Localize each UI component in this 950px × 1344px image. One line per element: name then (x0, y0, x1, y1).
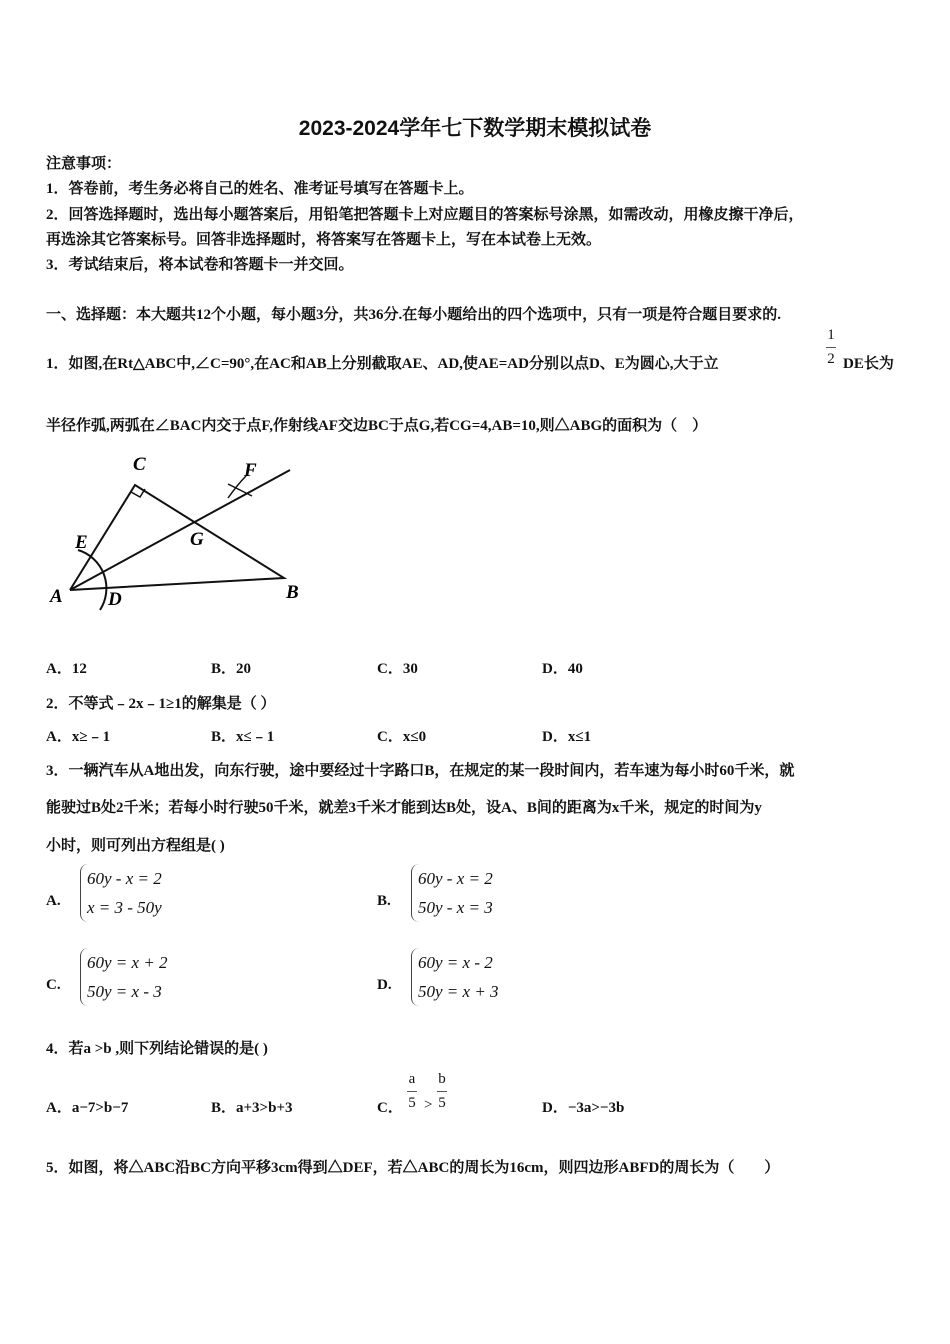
fraction-a-5 (407, 1071, 417, 1112)
q1-option-a[interactable]: A．12 (46, 661, 87, 677)
q3-text: 小时，则可列出方程组是( ) (46, 838, 225, 854)
triangle-diagram (0, 440, 320, 620)
q4-option-d[interactable]: D．−3a>−3b (542, 1100, 625, 1116)
equation: 50y = x - 3 (87, 982, 162, 1001)
q3-option-a-label[interactable]: A. (46, 893, 61, 909)
arc-ed (78, 550, 106, 610)
q2-option-b[interactable]: B．x≤﹣1 (211, 729, 275, 745)
equation: x = 3 - 50y (87, 898, 162, 917)
frac-den: 2 (827, 351, 835, 367)
q2-option-c[interactable]: C．x≤0 (377, 729, 427, 745)
triangle-abc (70, 485, 284, 590)
frac-den: 5 (408, 1095, 416, 1111)
q5-text: 5．如图，将△ABC沿BC方向平移3cm得到△DEF，若△ABC的周长为16cm，则四边形ABFD的周长为（ ） (46, 1160, 780, 1176)
equation: 60y - x = 2 (87, 869, 162, 888)
q3-option-d-label[interactable]: D. (377, 977, 392, 993)
label-f: F (244, 460, 257, 481)
notes-heading: 注意事项： (46, 156, 122, 172)
q3-text: 3．一辆汽车从A地出发，向东行驶，途中要经过十字路口B，在规定的某一段时间内，若车速为每小时60千米，就 (46, 763, 795, 779)
note-item: 再选涂其它答案标号。回答非选择题时，将答案写在答题卡上，写在本试卷上无效。 (46, 232, 602, 248)
q4-option-a[interactable]: A．a−7>b−7 (46, 1100, 129, 1116)
label-a: A (50, 586, 63, 607)
q3-option-b-system[interactable] (411, 864, 493, 922)
equation: 50y - x = 3 (418, 898, 493, 917)
q3-option-c-label[interactable]: C. (46, 977, 61, 993)
q1-option-b[interactable]: B．20 (211, 661, 252, 677)
equation: 60y - x = 2 (418, 869, 493, 888)
q3-text: 能驶过B处2千米；若每小时行驶50千米，就差3千米才能到达B处，设A、B间的距离为x千米，规定的时间为y (46, 800, 762, 816)
note-item: 1．答卷前，考生务必将自己的姓名、准考证号填写在答题卡上。 (46, 181, 474, 197)
q1-option-c[interactable]: C．30 (377, 661, 418, 677)
label-c: C (133, 454, 146, 475)
label-b: B (286, 582, 299, 603)
equation: 60y = x - 2 (418, 953, 493, 972)
q4-option-b[interactable]: B．a+3>b+3 (211, 1100, 293, 1116)
note-item: 2．回答选择题时，选出每小题答案后，用铅笔把答题卡上对应题目的答案标号涂黑，如需改动，用橡皮擦干净后， (46, 207, 804, 223)
q3-option-c-system[interactable] (80, 948, 168, 1006)
q1-text-2: 半径作弧,两弧在∠BAC内交于点F,作射线AF交边BC于点G,若CG=4,AB=10,则△ABG的面积为（ ） (46, 418, 708, 434)
fraction-b-5 (437, 1071, 447, 1112)
label-e: E (75, 532, 88, 553)
q2-text: 2．不等式﹣2x﹣1≥1的解集是（ ） (46, 696, 276, 712)
q1-text-end: DE长为 (843, 356, 894, 372)
q1-text: 1．如图,在Rt△ABC中,∠C=90°,在AC和AB上分别截取AE、AD,使AE=AD分别以点D、E为圆心,大于立 (46, 356, 719, 372)
frac-den: 5 (438, 1095, 446, 1111)
q2-option-a[interactable]: A．x≥﹣1 (46, 729, 111, 745)
note-item: 3．考试结束后，将本试卷和答题卡一并交回。 (46, 257, 354, 273)
q3-option-b-label[interactable]: B. (377, 893, 391, 909)
fraction-half (826, 327, 836, 368)
frac-num: 1 (827, 327, 835, 343)
q1-option-d[interactable]: D．40 (542, 661, 583, 677)
q3-option-d-system[interactable] (411, 948, 499, 1006)
q3-option-a-system[interactable] (80, 864, 162, 922)
section-heading: 一、选择题：本大题共12个小题，每小题3分，共36分.在每小题给出的四个选项中，只有一项是符合题目要求的. (46, 307, 782, 323)
label-g: G (190, 529, 204, 550)
page-title: 2023-2024学年七下数学期末模拟试卷 (298, 117, 652, 140)
label-d: D (108, 589, 122, 610)
equation: 50y = x + 3 (418, 982, 499, 1001)
frac-num: b (438, 1071, 446, 1087)
q4-text: 4．若a >b ,则下列结论错误的是( ) (46, 1041, 268, 1057)
q4-option-c-label[interactable]: C． (377, 1100, 403, 1116)
q2-option-d[interactable]: D．x≤1 (542, 729, 592, 745)
equation: 60y = x + 2 (87, 953, 168, 972)
frac-num: a (408, 1071, 416, 1087)
greater-than: > (424, 1097, 433, 1113)
